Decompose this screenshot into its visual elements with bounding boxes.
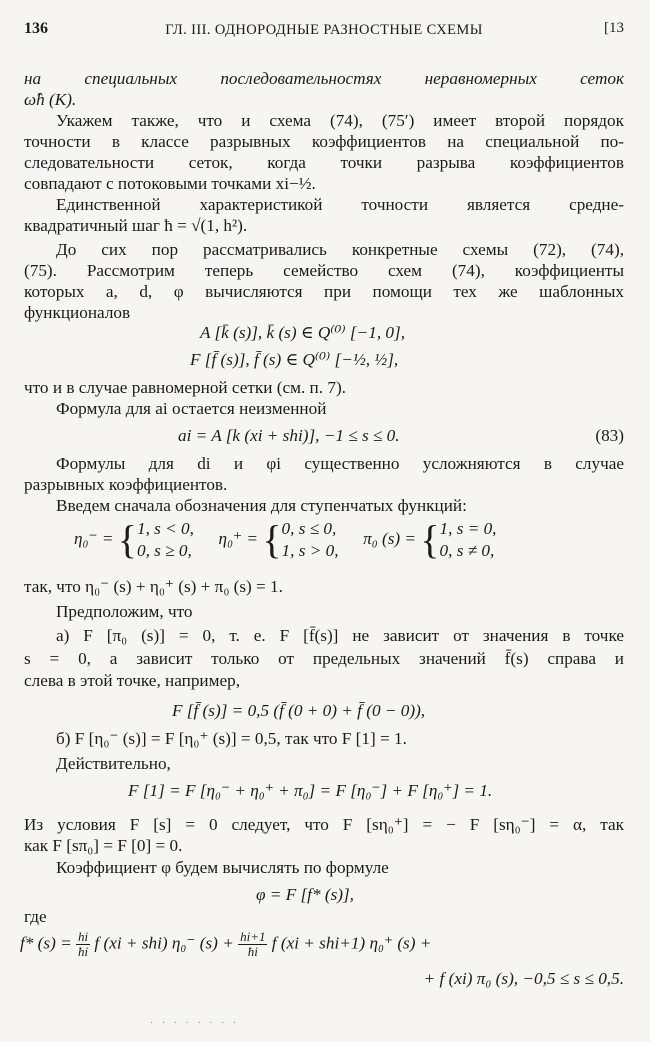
page-number: 136: [24, 20, 48, 37]
text-line: Формула для ai остается неизменной: [56, 399, 327, 418]
text-line: ω̂h (K).: [24, 90, 77, 109]
eta-minus-cases: 1, s < 0, 0, s ≥ 0,: [136, 519, 194, 560]
text-line: функционалов: [24, 303, 131, 322]
formula: φ = F [f* (s)],: [256, 885, 354, 904]
chapter-title: ГЛ. III. ОДНОРОДНЫЕ РАЗНОСТНЫЕ СХЕМЫ: [165, 22, 483, 38]
step-functions: η₀⁻ = {1, s < 0, 0, s ≥ 0, η₀⁺ = {0, s ≤ 0, 1, s > 0, π₀ (s) = {1, s = 0, 0, s ≠ 0,: [74, 517, 497, 562]
text-line: следовательности сеток, когда точки разрыва коэффициентов: [24, 153, 624, 172]
text-line: так, что η₀⁻ (s) + η₀⁺ (s) + π₀ (s) = 1.: [24, 577, 283, 596]
eta-plus-label: η₀⁺ =: [218, 528, 259, 548]
formula: ai = A [k (xi + shi)], −1 ≤ s ≤ 0.: [178, 426, 400, 445]
eta-minus-label: η₀⁻ =: [74, 528, 114, 548]
text-line: совпадают с потоковыми точками xi−½.: [24, 174, 316, 193]
fraction: $\frac{hi}{ħi}$: [78, 929, 89, 959]
formula: F [f̄ (s)] = 0,5 (f̄ (0 + 0) + f̄ (0 − 0)),: [172, 701, 426, 720]
text-line: Формулы для di и φi существенно усложняются в случае: [56, 454, 624, 473]
text-line: б) F [η₀⁻ (s)] = F [η₀⁺ (s)] = 0,5, так что F [1] = 1.: [56, 729, 407, 748]
fraction: $\frac{hi+1}{ħi}$: [240, 929, 266, 959]
text-line: Из условия F [s] = 0 следует, что F [sη₀⁺] = − F [sη₀⁻] = α, так: [24, 815, 624, 834]
text-line: где: [24, 907, 47, 926]
text-line: что и в случае равномерной сетки (см. п. 7).: [24, 378, 346, 397]
formula: f* (s) = $\frac{hi}{ħi}$ f (xi + shi) η₀⁻ (s) + $\frac{hi+1}{ħi}$ f (xi + shi+1) η₀⁺ (s) +: [20, 929, 432, 959]
text-line: Предположим, что: [56, 602, 193, 621]
pi0-label: π₀ (s) =: [363, 528, 417, 548]
text-line: До сих пор рассматривались конкретные схемы (72), (74),: [56, 240, 624, 259]
text-line: слева в этой точке, например,: [24, 671, 241, 690]
text-line: которых a, d, φ вычисляются при помощи тех же шаблонных: [24, 282, 624, 301]
equation-number: (83): [595, 426, 624, 445]
eta-plus-cases: 0, s ≤ 0, 1, s > 0,: [281, 519, 339, 560]
text-line: а) F [π₀ (s)] = 0, т. е. F [f̄(s)] не зависит от значения в точке: [56, 626, 624, 645]
formula: + f (xi) π₀ (s), −0,5 ≤ s ≤ 0,5.: [423, 969, 624, 988]
text-line: (75). Рассмотрим теперь семейство схем (74), коэффициенты: [24, 261, 624, 280]
text-line: квадратичный шаг ħ = √(1, h²).: [24, 216, 248, 235]
section-number: [13: [604, 20, 624, 36]
text-line: Коэффициент φ будем вычислять по формуле: [56, 858, 389, 877]
page-smudge: · · · · · · · ·: [150, 1018, 240, 1029]
text-line: Введем сначала обозначения для ступенчатых функций:: [56, 496, 467, 515]
text-line: как F [sπ₀] = F [0] = 0.: [24, 836, 183, 855]
text-line: на специальных последовательностях неравномерных сеток: [24, 69, 624, 88]
text-line: Действительно,: [56, 754, 171, 773]
text-line: Укажем также, что и схема (74), (75′) имеет второй порядок: [56, 111, 624, 130]
formula: F [1] = F [η₀⁻ + η₀⁺ + π₀] = F [η₀⁻] + F [η₀⁺] = 1.: [128, 781, 493, 800]
running-header: [24, 20, 624, 42]
text-line: Единственной характеристикой точности является средне-: [56, 195, 624, 214]
text-line: s = 0, а зависит только от предельных значений f̄(s) справа и: [24, 649, 624, 668]
formula: A [k̄ (s)], k̄ (s) ∈ Q⁽⁰⁾ [−1, 0],: [200, 323, 405, 342]
text-line: точности в классе разрывных коэффициентов на специальной по-: [24, 132, 624, 151]
pi0-cases: 1, s = 0, 0, s ≠ 0,: [439, 519, 497, 560]
text-line: разрывных коэффициентов.: [24, 475, 228, 494]
formula: F [f̄ (s)], f̄ (s) ∈ Q⁽⁰⁾ [−½, ½],: [190, 350, 399, 369]
